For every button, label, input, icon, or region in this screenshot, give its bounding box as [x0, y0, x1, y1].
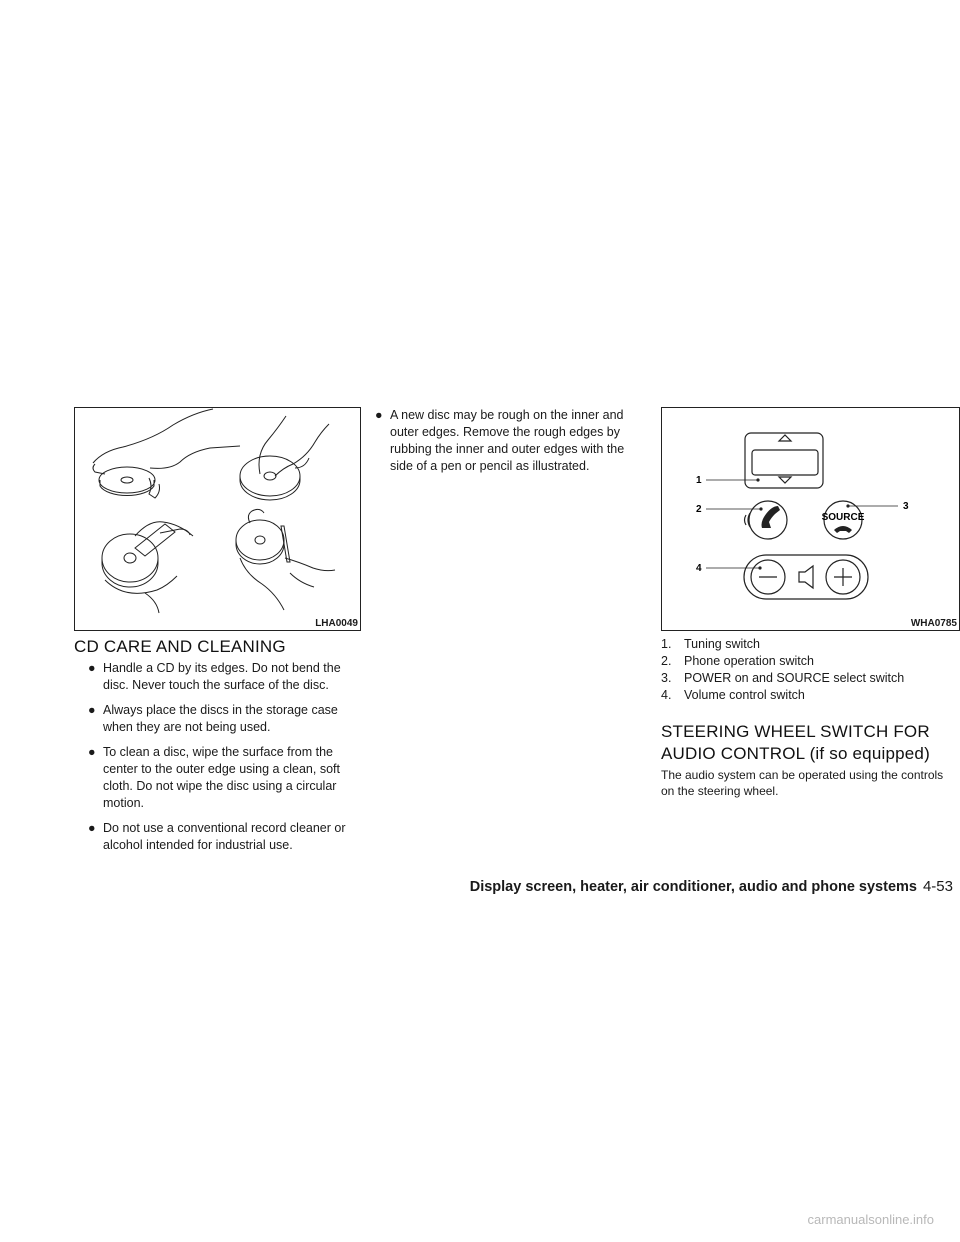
list-item: ● Handle a CD by its edges. Do not bend the disc. Never touch the surface of the disc.: [88, 661, 341, 692]
bullet-icon: ●: [88, 661, 96, 675]
bullet-icon: ●: [375, 408, 383, 422]
list-item: ● To clean a disc, wipe the surface from the center to the outer edge using a clean, soft cloth. Do not wipe the disc using a circular motion.: [88, 745, 340, 810]
switch-legend: [661, 636, 951, 704]
legend-item: 1. Tuning switch: [661, 637, 760, 651]
callout-4: 4: [696, 563, 702, 574]
list-item: ● A new disc may be rough on the inner and outer edges. Remove the rough edges by rubbing the inner and outer edges with the side of a pen or pencil as illustrated.: [375, 408, 625, 473]
page-number: 4-53: [922, 878, 953, 895]
page-footer: [470, 878, 953, 895]
watermark: carmanualsonline.info: [807, 1212, 934, 1227]
footer-chapter-title: Display screen, heater, air conditioner, audio and phone systems: [469, 879, 917, 895]
cd-handling-drawing: [75, 408, 360, 630]
steering-switch-drawing: [662, 408, 959, 630]
source-label: SOURCE: [821, 512, 865, 523]
steering-switch-description: The audio system can be operated using the controls on the steering wheel.: [661, 768, 944, 798]
bullet-icon: ●: [88, 703, 96, 717]
section-heading-cd-care: CD CARE AND CLEANING: [74, 637, 286, 656]
bullet-icon: ●: [88, 821, 96, 835]
callout-3: 3: [903, 501, 909, 512]
section-heading-steering-switch: STEERING WHEEL SWITCH FOR AUDIO CONTROL (if so equipped): [661, 722, 930, 763]
cd-care-illustration: [74, 407, 361, 631]
legend-item: 3. POWER on and SOURCE select switch: [661, 671, 905, 685]
steering-switch-illustration: [661, 407, 960, 631]
callout-1: 1: [696, 475, 702, 486]
list-item: ● Do not use a conventional record cleaner or alcohol intended for industrial use.: [88, 821, 346, 852]
callout-2: 2: [696, 504, 702, 515]
list-item: ● Always place the discs in the storage case when they are not being used.: [88, 703, 338, 734]
bullet-icon: ●: [88, 745, 96, 759]
legend-item: 4. Volume control switch: [661, 688, 805, 702]
figure-caption: LHA0049: [315, 618, 358, 629]
figure-caption: WHA0785: [910, 618, 957, 629]
cd-care-list: [80, 660, 356, 862]
legend-item: 2. Phone operation switch: [661, 654, 814, 668]
cd-care-list-continued: [367, 407, 649, 483]
